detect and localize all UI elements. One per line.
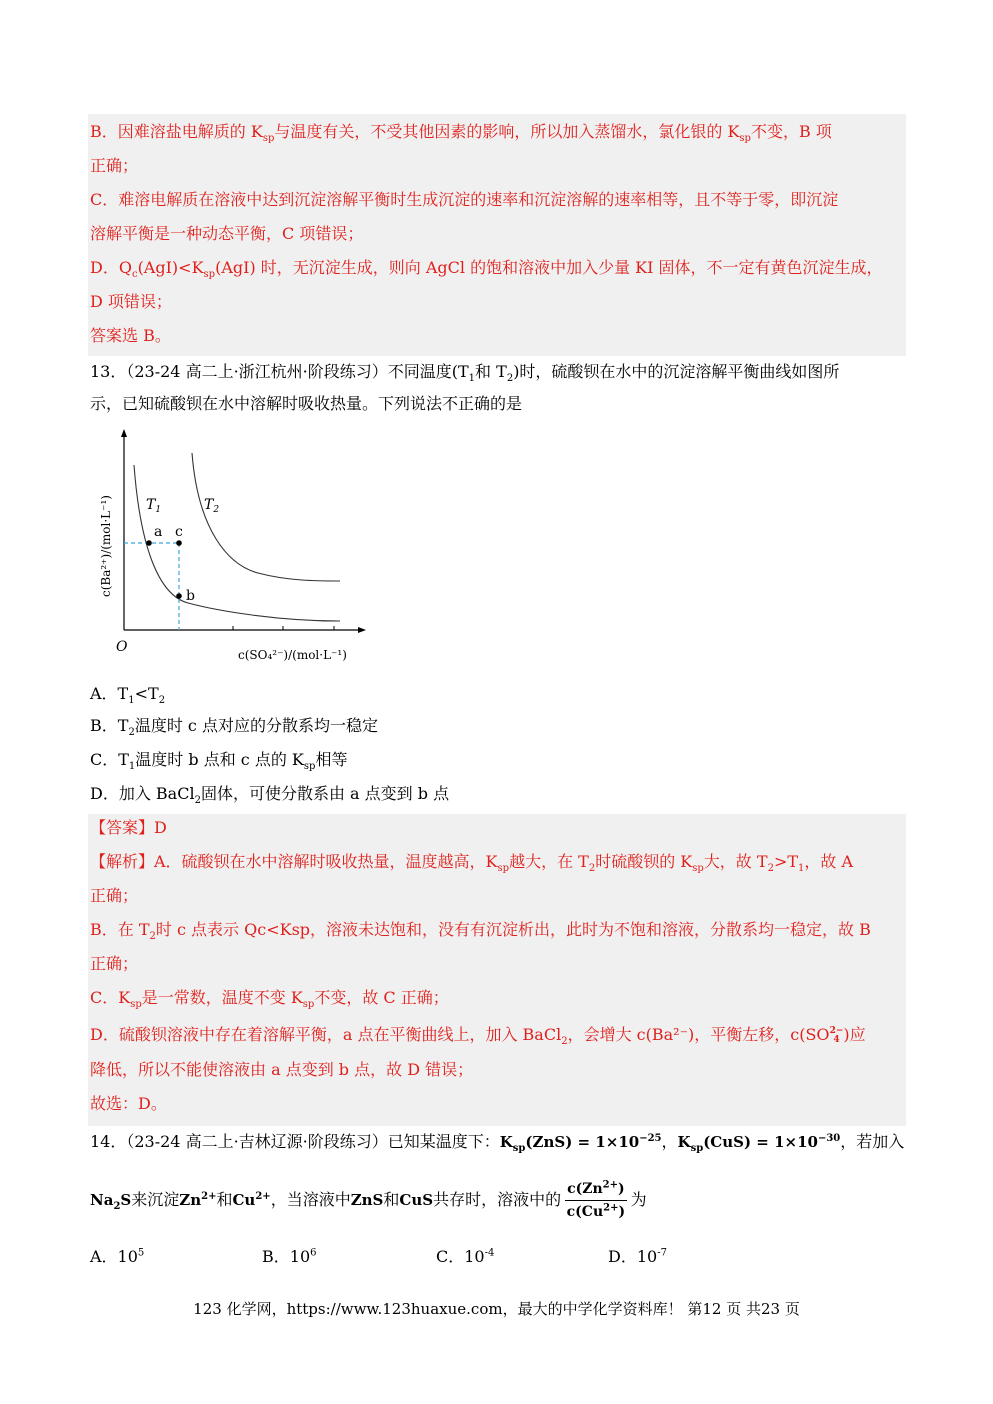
q12-option-c-explanation-line1: C．难溶电解质在溶液中达到沉淀溶解平衡时生成沉淀的速率和沉淀溶解的速率相等，且不等于零，即沉淀 — [90, 190, 839, 209]
point-b — [176, 593, 182, 599]
y-axis-label: c(Ba²⁺)/(mol·L⁻¹) — [99, 495, 113, 597]
q12-option-d-explanation-line2: D 项错误； — [90, 292, 172, 311]
q12-option-d-explanation-line1: D．$Q_c(AgI)<K_{sp}(AgI)$ 时，无沉淀生成，则向 AgCl 的饱和溶液中加入少量 KI 固体，不一定有黄色沉淀生成， — [90, 258, 883, 281]
q13-explanation-c: C．$K_{sp}$是一常数，温度不变 $K_{sp}$不变，故 C 正确； — [90, 988, 449, 1011]
q13-explanation-d-line1: D．硫酸钡溶液中存在着溶解平衡，a 点在平衡曲线上，加入 BaCl$_2$，会增大 c(Ba²⁻)，平衡左移，c(SO 2− 4 )应 — [90, 1025, 866, 1048]
curve-t2 — [192, 453, 340, 581]
q12-answer-line: 答案选 B。 — [90, 326, 171, 345]
label-t1: $T_1$ — [146, 497, 162, 515]
x-axis-arrow — [358, 627, 366, 633]
point-c — [176, 540, 182, 546]
q13-explanation-d-line2: 降低，所以不能使溶液由 a 点变到 b 点，故 D 错误； — [90, 1060, 474, 1079]
label-c: c — [175, 524, 183, 540]
q14-option-b: B．$10^6$ — [262, 1247, 317, 1266]
q13-explanation-b-line1: B．在 $T_2$时 c 点表示 Qc<Ksp，溶液未达饱和，没有有沉淀析出，此时为不饱和溶液，分散系均一稳定，故 B — [90, 920, 871, 943]
label-origin: O — [116, 639, 128, 655]
label-a: a — [154, 524, 163, 540]
q13-explanation-a-line2: 正确； — [90, 886, 139, 905]
q14-option-a: A．$10^5$ — [90, 1247, 145, 1266]
q14-option-d: D．$10^{-7}$ — [608, 1247, 667, 1266]
label-t2: $T_2$ — [204, 497, 220, 515]
page-footer: 123 化学网，https://www.123huaxue.com，最大的中学化学资料库！ 第12 页 共23 页 — [193, 1300, 800, 1318]
concentration-ratio-fraction: $\frac{c(Zn^{2+})}{c(Cu^{2+})}$ — [566, 1179, 626, 1220]
q14-stem-line1: 14．（23-24 高二上·吉林辽源·阶段练习）已知某温度下：$K_{sp}(ZnS) = 1\times 10^{-25}$，$K_{sp}(CuS) = 1\times 10^{-30}$，若加入 — [90, 1132, 905, 1154]
q12-option-b-explanation-line1: B．因难溶盐电解质的 $K_{sp}$与温度有关，不受其他因素的影响，所以加入蒸馏水，氯化银的 $K_{sp}$不变，B 项 — [90, 122, 832, 145]
q12-option-c-explanation-line2: 溶解平衡是一种动态平衡，C 项错误； — [90, 224, 364, 243]
solubility-equilibrium-graph — [88, 425, 388, 670]
q13-option-a: A．$T_1<T_2$ — [90, 684, 166, 707]
q13-option-b: B．$T_2$温度时 c 点对应的分散系均一稳定 — [90, 716, 378, 739]
q13-stem-line2: 示，已知硫酸钡在水中溶解时吸收热量。下列说法不正确的是 — [90, 394, 523, 413]
q13-option-d: D．加入 BaCl$_2$固体，可使分散系由 a 点变到 b 点 — [90, 784, 450, 807]
q12-option-b-explanation-line2: 正确； — [90, 156, 139, 175]
q14-stem-line2: $Na_2S$来沉淀$Zn^{2+}$和$Cu^{2+}$，当溶液中ZnS和CuS共存时，溶液中的 $\frac{c(Zn^{2+})}{c(Cu^{2+})}$ 为 — [90, 1179, 647, 1220]
q14-option-c: C．$10^{-4}$ — [436, 1247, 495, 1266]
curve-t1 — [134, 465, 340, 621]
point-a — [146, 540, 152, 546]
q13-stem-line1: 13．（23-24 高二上·浙江杭州·阶段练习）不同温度($T_1$和 $T_2$)时，硫酸钡在水中的沉淀溶解平衡曲线如图所 — [90, 362, 840, 385]
x-axis-label: c(SO₄²⁻)/(mol·L⁻¹) — [238, 648, 347, 662]
y-axis-arrow — [121, 429, 127, 437]
q13-explanation-a-line1: 【解析】A．硫酸钡在水中溶解时吸收热量，温度越高，$K_{sp}$越大，在 $T_2$时硫酸钡的 $K_{sp}$大，故 $T_2>T_1$，故 A — [90, 852, 854, 875]
q13-option-c: C．$T_1$温度时 b 点和 c 点的 $K_{sp}$相等 — [90, 750, 348, 773]
label-b: b — [186, 588, 195, 604]
q13-conclusion: 故选：D。 — [90, 1094, 167, 1113]
q13-explanation-b-line2: 正确； — [90, 954, 139, 973]
q13-answer: 【答案】D — [90, 818, 167, 837]
